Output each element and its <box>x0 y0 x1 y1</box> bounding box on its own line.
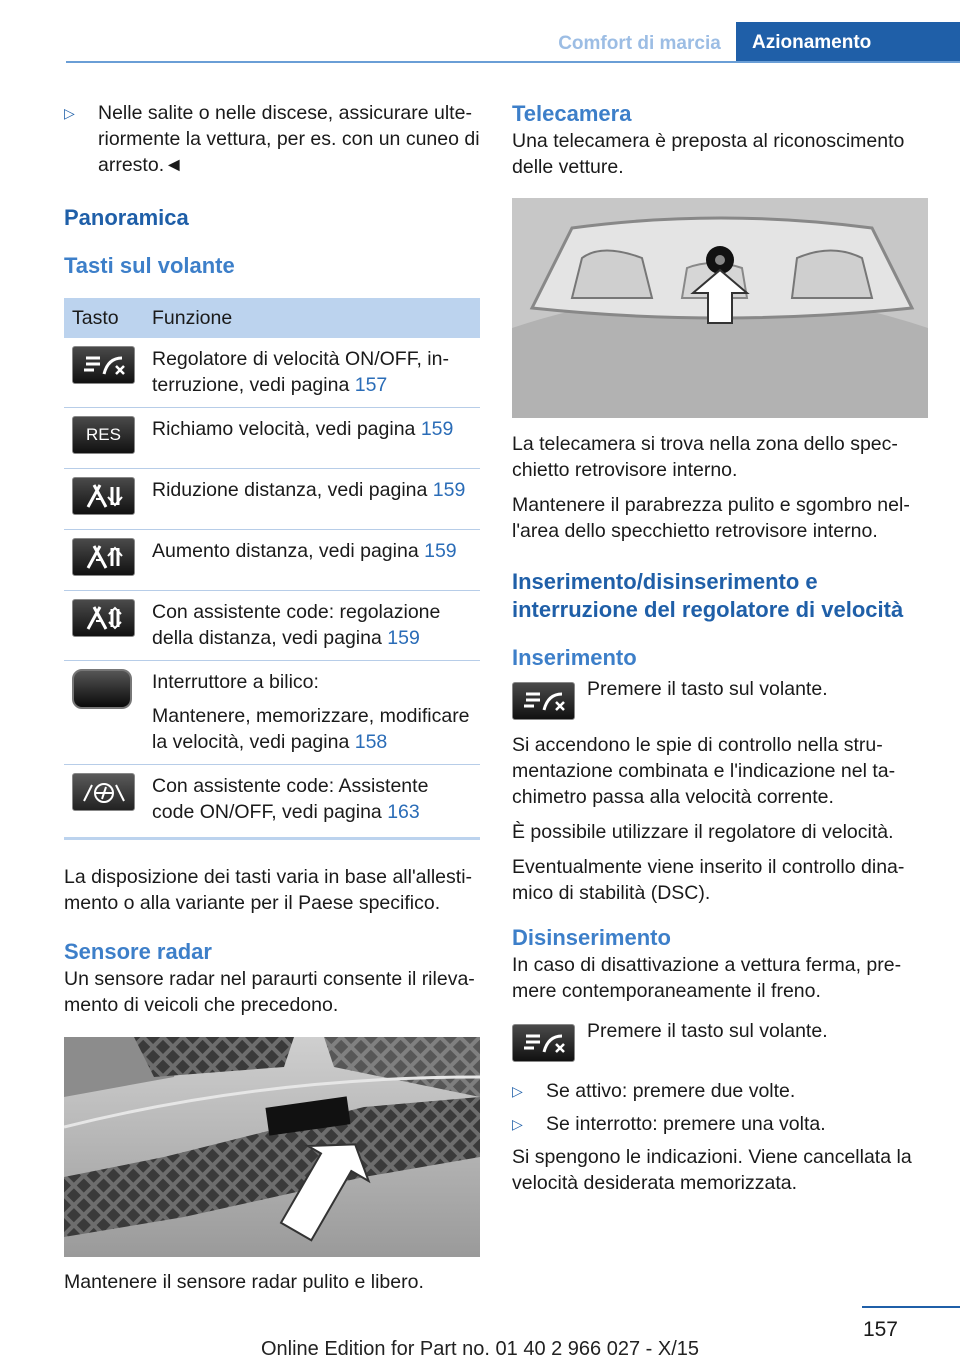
paragraph-sensore: Un sensore radar nel paraurti consente il rilevamento di veicoli che precedono. <box>64 968 475 1016</box>
page-link[interactable]: 159 <box>424 540 457 562</box>
intro-bullet-text: Nelle salite o nelle discese, assicurare ulteriormente la vettura, per es. con un cuneo di arresto.◄ <box>98 102 480 176</box>
heading-tasti-sul-volante: Tasti sul volante <box>64 253 235 278</box>
tab-comfort-di-marcia[interactable]: Comfort di marcia <box>558 33 721 54</box>
distance-adjust-icon <box>72 599 135 637</box>
camera-image <box>512 198 928 418</box>
table-header-row <box>64 298 480 338</box>
table-cell-function: Riduzione distanza, vedi pagina 159 <box>144 469 480 530</box>
paragraph-trova: La telecamera si trova nella zona dello specchietto retrovisore interno. <box>512 433 898 481</box>
table-row <box>64 338 480 408</box>
table-row <box>64 591 480 661</box>
table-cell-function: Regolatore di velocità ON/OFF, interruzione, vedi pagina 157 <box>144 338 480 408</box>
rocker-switch-icon <box>72 669 132 709</box>
footer-divider <box>862 1306 960 1308</box>
res-key-icon: RES <box>72 416 135 454</box>
table-row <box>64 765 480 839</box>
table-row <box>64 661 480 765</box>
page-link[interactable]: 158 <box>354 731 388 753</box>
bullet-triangle-icon: ▷ <box>512 1083 523 1099</box>
disinserimento-instruction: Premere il tasto sul volante. <box>512 1018 928 1062</box>
list-item: ▷ Se interrotto: premere una volta. <box>512 1113 826 1135</box>
page-link[interactable]: 163 <box>387 801 420 823</box>
table-cell-function: Aumento distanza, vedi pagina 159 <box>144 530 480 591</box>
table-cell-function: Con assistente code: Assistente code ON/OFF, vedi pagina 163 <box>144 765 480 839</box>
page-link[interactable]: 159 <box>387 627 420 649</box>
heading-panoramica: Panoramica <box>64 205 189 230</box>
inserimento-instruction: Premere il tasto sul volante. <box>512 676 928 720</box>
distance-decrease-icon <box>72 477 135 515</box>
page-number: 157 <box>862 1318 898 1341</box>
bullet-triangle-icon: ▷ <box>64 105 75 121</box>
radar-sensor-illustration <box>64 1037 480 1257</box>
paragraph-parabrezza: Mantenere il parabrezza pulito e sgombro nell'area dello specchietto retrovisore interno. <box>512 494 910 542</box>
paragraph-spengono: Si spengono le indicazioni. Viene cancellata la velocità desiderata memorizzata. <box>512 1146 912 1194</box>
table-cell-function: Con assistente code: regolazione della distanza, vedi pagina 159 <box>144 591 480 661</box>
page-link[interactable]: 157 <box>354 374 388 396</box>
paragraph-possibile: È possibile utilizzare il regolatore di velocità. <box>512 821 894 843</box>
traffic-jam-assist-icon <box>72 773 135 811</box>
column-header-funzione: Funzione <box>144 298 480 338</box>
table-cell-function: Interruttore a bilico: Mantenere, memorizzare, modificare la velocità, vedi pagina 158 <box>144 661 480 765</box>
intro-bullet <box>64 100 480 178</box>
radar-sensor-image <box>64 1037 480 1257</box>
page-header <box>0 0 960 62</box>
cruise-control-icon <box>512 682 575 720</box>
paragraph-disposizione: La disposizione dei tasti varia in base all'allestimento o alla variante per il Paese specifico. <box>64 866 473 914</box>
table-row <box>64 469 480 530</box>
column-header-tasto: Tasto <box>64 298 144 338</box>
page-link[interactable]: 159 <box>420 418 454 440</box>
cruise-control-icon <box>512 1024 575 1062</box>
list-item: ▷ Se attivo: premere due volte. <box>512 1080 796 1102</box>
online-edition-note: Online Edition for Part no. 01 40 2 966 027 - X/15 <box>260 1338 700 1360</box>
heading-sensore-radar: Sensore radar <box>64 939 212 964</box>
paragraph-mantenere-radar: Mantenere il sensore radar pulito e libero. <box>64 1271 424 1293</box>
table-cell-function: Richiamo velocità, vedi pagina 159 <box>144 408 480 469</box>
paragraph-spie: Si accendono le spie di controllo nella strumentazione combinata e l'indicazione nel tachimetro passa alla velocità corrente. <box>512 734 896 808</box>
camera-illustration <box>512 198 928 418</box>
heading-inserimento-disinserimento: Inserimento/disinserimento e interruzione del regolatore di velocità <box>512 569 904 622</box>
bullet-triangle-icon: ▷ <box>512 1116 523 1132</box>
tab-azionamento[interactable]: Azionamento <box>736 22 960 63</box>
table-row <box>64 530 480 591</box>
paragraph-eventualmente: Eventualmente viene inserito il controllo dinamico di stabilità (DSC). <box>512 856 905 904</box>
paragraph-disattivazione: In caso di disattivazione a vettura ferma, premere contemporaneamente il freno. <box>512 954 902 1002</box>
table-row <box>64 408 480 469</box>
paragraph-telecamera: Una telecamera è preposta al riconoscimento delle vetture. <box>512 130 905 178</box>
heading-disinserimento: Disinserimento <box>512 925 671 950</box>
cruise-control-icon <box>72 346 135 384</box>
page-link[interactable]: 159 <box>432 479 466 501</box>
header-divider <box>66 61 960 63</box>
right-column <box>512 100 928 1205</box>
heading-telecamera: Telecamera <box>512 101 632 126</box>
buttons-table <box>64 298 480 840</box>
distance-increase-icon <box>72 538 135 576</box>
left-column <box>64 100 480 1304</box>
heading-inserimento: Inserimento <box>512 645 637 670</box>
